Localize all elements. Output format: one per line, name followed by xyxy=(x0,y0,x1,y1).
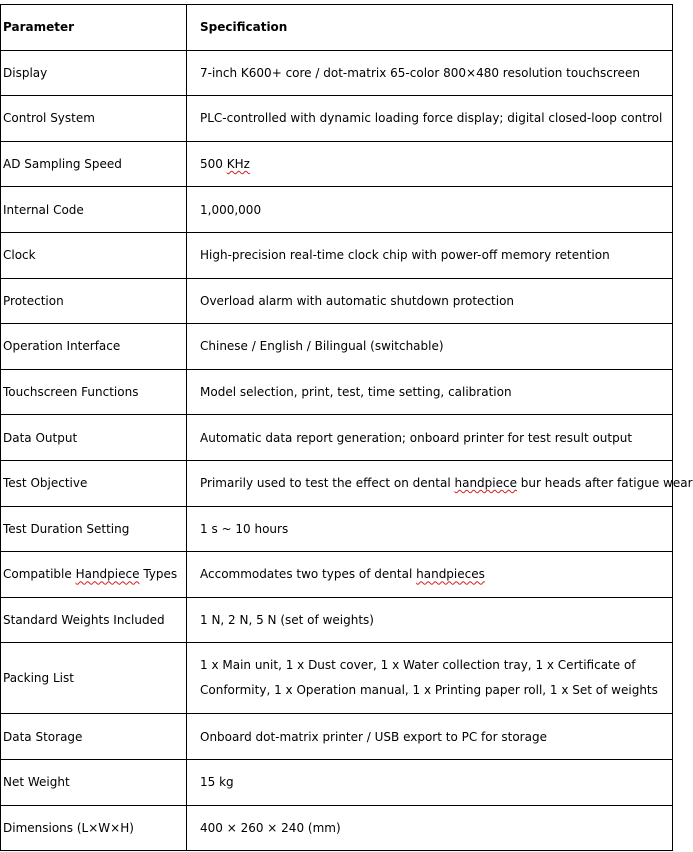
parameter-cell: Operation Interface xyxy=(1,324,187,370)
param-text: Types xyxy=(139,567,178,582)
table-row xyxy=(1,643,673,714)
table-row xyxy=(1,141,673,187)
parameter-cell: Control System xyxy=(1,96,187,142)
parameter-cell: Packing List xyxy=(1,643,187,714)
specification-cell: Chinese / English / Bilingual (switchable) xyxy=(187,324,673,370)
spec-text: 500 xyxy=(200,157,227,172)
specification-cell: 1 x Main unit, 1 x Dust cover, 1 x Water collection tray, 1 x Certificate of Conformity, 1 x Operation manual, 1 x Printing paper roll, 1 x Set of weights xyxy=(187,643,673,714)
specification-cell: 1 s ~ 10 hours xyxy=(187,506,673,552)
specification-cell: Automatic data report generation; onboard printer for test result output xyxy=(187,415,673,461)
specification-cell: Model selection, print, test, time setting, calibration xyxy=(187,369,673,415)
parameter-cell: Touchscreen Functions xyxy=(1,369,187,415)
parameter-cell: Standard Weights Included xyxy=(1,597,187,643)
specification-cell: 400 × 260 × 240 (mm) xyxy=(187,805,673,851)
specification-cell xyxy=(187,141,673,187)
specification-cell: 7-inch K600+ core / dot-matrix 65-color 800×480 resolution touchscreen xyxy=(187,50,673,96)
table-row xyxy=(1,324,673,370)
specification-table xyxy=(0,4,693,851)
parameter-cell: Test Objective xyxy=(1,460,187,506)
param-text: Compatible xyxy=(3,567,76,582)
spec-text: Accommodates two types of dental xyxy=(200,567,417,582)
table-row xyxy=(1,552,673,598)
table-row xyxy=(1,96,673,142)
specification-cell: Onboard dot-matrix printer / USB export to PC for storage xyxy=(187,714,673,760)
spellcheck-flagged-word: Handpiece xyxy=(75,567,140,582)
specification-cell: High-precision real-time clock chip with power-off memory retention xyxy=(187,232,673,278)
parameter-column-header: Parameter xyxy=(1,5,187,51)
specification-cell: PLC-controlled with dynamic loading force display; digital closed-loop control xyxy=(187,96,673,142)
specification-cell xyxy=(187,460,693,506)
table-header-row xyxy=(1,5,673,51)
table-row xyxy=(1,597,673,643)
parameter-cell: Internal Code xyxy=(1,187,187,233)
parameter-cell: Data Storage xyxy=(1,714,187,760)
spellcheck-flagged-word: handpiece xyxy=(454,476,517,491)
table-row xyxy=(1,187,673,233)
spec-text: bur heads after fatigue wear xyxy=(516,476,693,491)
parameter-cell: Net Weight xyxy=(1,759,187,805)
table-row xyxy=(1,714,673,760)
table-row xyxy=(1,805,673,851)
parameter-cell: AD Sampling Speed xyxy=(1,141,187,187)
spellcheck-flagged-word: KHz xyxy=(226,157,250,172)
parameter-cell: Display xyxy=(1,50,187,96)
specification-column-header: Specification xyxy=(187,5,673,51)
table-row xyxy=(1,759,673,805)
specification-cell: 15 kg xyxy=(187,759,673,805)
specification-cell: 1,000,000 xyxy=(187,187,673,233)
specification-cell xyxy=(187,552,673,598)
parameter-cell: Clock xyxy=(1,232,187,278)
table-row xyxy=(1,415,673,461)
table-row xyxy=(1,278,673,324)
parameter-cell: Test Duration Setting xyxy=(1,506,187,552)
table-row xyxy=(1,50,673,96)
parameter-cell: Dimensions (L×W×H) xyxy=(1,805,187,851)
specification-cell: Overload alarm with automatic shutdown protection xyxy=(187,278,673,324)
parameter-cell: Protection xyxy=(1,278,187,324)
parameter-cell: Data Output xyxy=(1,415,187,461)
table-row xyxy=(1,232,673,278)
spellcheck-flagged-word: handpieces xyxy=(416,567,485,582)
parameter-cell xyxy=(1,552,187,598)
spec-text: Primarily used to test the effect on dental xyxy=(200,476,455,491)
table-row xyxy=(1,460,673,506)
specification-cell: 1 N, 2 N, 5 N (set of weights) xyxy=(187,597,673,643)
table-row xyxy=(1,369,673,415)
table-row xyxy=(1,506,673,552)
